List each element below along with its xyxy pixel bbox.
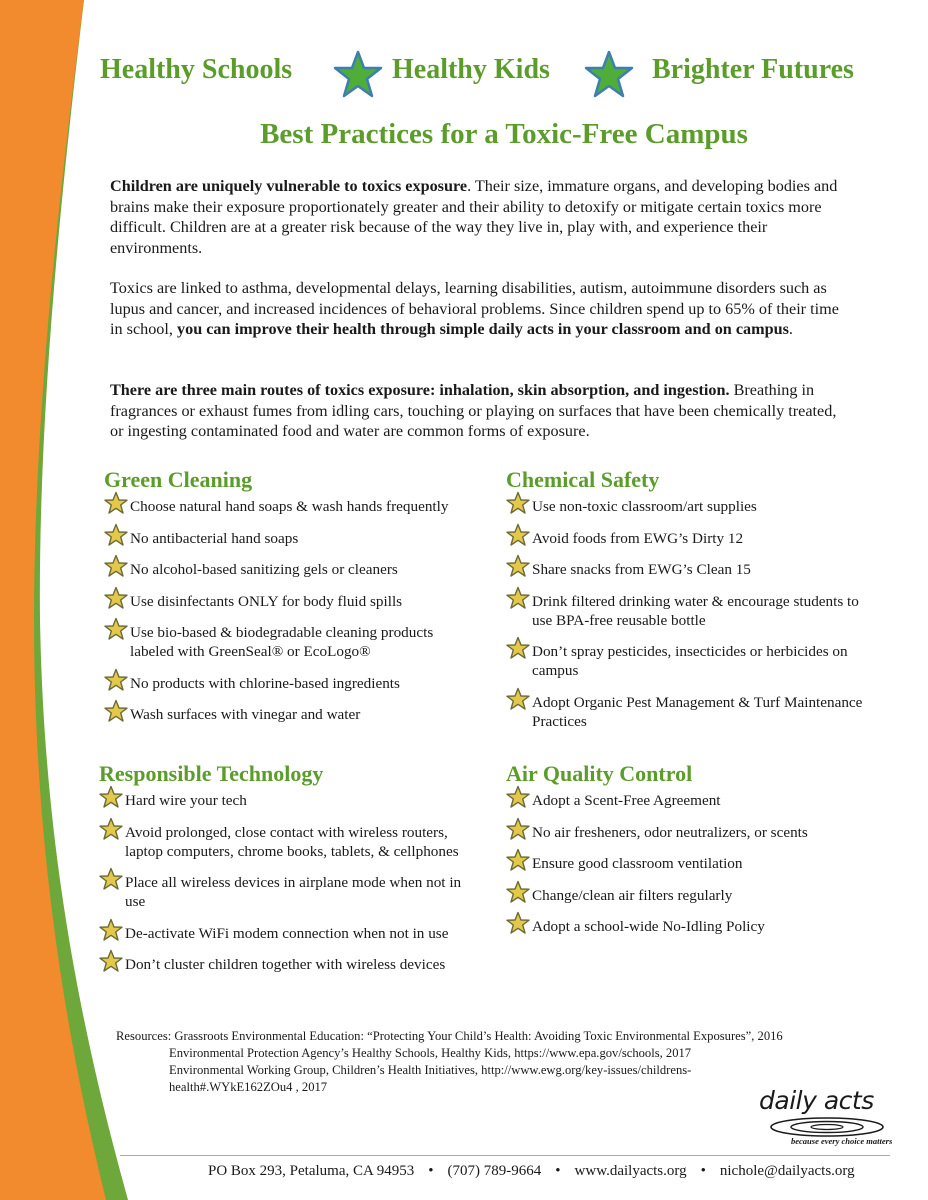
list-item bbox=[104, 674, 479, 693]
daily-acts-logo bbox=[757, 1086, 897, 1150]
list-item bbox=[506, 642, 876, 680]
list-item-text: Change/clean air filters regularly bbox=[532, 886, 733, 904]
banner-healthy-schools: Healthy Schools bbox=[100, 54, 293, 85]
gold-star-bullet-icon bbox=[506, 491, 530, 520]
gold-star-bullet-icon bbox=[99, 918, 123, 947]
intro-paragraph-3 bbox=[110, 380, 840, 442]
gold-star-bullet-icon bbox=[506, 687, 530, 716]
gold-star-bullet-icon bbox=[506, 554, 530, 583]
list-item-text: No air fresheners, odor neutralizers, or scents bbox=[532, 823, 808, 841]
list-item bbox=[104, 623, 479, 661]
list-item bbox=[506, 886, 876, 905]
logo-wordmark: daily acts bbox=[759, 1086, 874, 1115]
list-item bbox=[104, 705, 479, 724]
banner-brighter-futures: Brighter Futures bbox=[652, 54, 854, 85]
list-item-text: Use non-toxic classroom/art supplies bbox=[532, 498, 757, 515]
section-air-quality-control bbox=[506, 761, 876, 949]
section-heading: Air Quality Control bbox=[506, 761, 693, 786]
resource-line: health#.WYkE162ZOu4 , 2017 bbox=[169, 1080, 328, 1094]
bullet-list bbox=[506, 791, 876, 936]
list-item-text: Adopt a school-wide No-Idling Policy bbox=[532, 918, 765, 935]
gold-star-bullet-icon bbox=[506, 586, 530, 615]
list-item bbox=[99, 791, 484, 810]
section-heading: Green Cleaning bbox=[104, 467, 253, 492]
gold-star-bullet-icon bbox=[104, 699, 128, 728]
section-heading: Chemical Safety bbox=[506, 467, 660, 492]
section-green-cleaning bbox=[104, 467, 479, 737]
footer-address: PO Box 293, Petaluma, CA 94953 bbox=[208, 1163, 415, 1179]
list-item bbox=[104, 497, 479, 516]
gold-star-bullet-icon bbox=[104, 617, 128, 646]
intro-paragraph-2 bbox=[110, 278, 840, 340]
footer-separator: • bbox=[555, 1163, 561, 1179]
list-item-text: Place all wireless devices in airplane mode when not in use bbox=[125, 874, 462, 910]
list-item-text: Adopt a Scent-Free Agreement bbox=[532, 792, 721, 809]
intro-p3-bold: There are three main routes of toxics exposure: inhalation, skin absorption, and ingestion. bbox=[110, 381, 730, 399]
gold-star-bullet-icon bbox=[99, 949, 123, 978]
list-item bbox=[506, 917, 876, 936]
intro-p2-end: . bbox=[788, 320, 793, 338]
footer-separator: • bbox=[428, 1163, 434, 1179]
list-item-text: Adopt Organic Pest Management & Turf Maintenance Practices bbox=[532, 693, 863, 730]
list-item-text: No alcohol-based sanitizing gels or cleaners bbox=[130, 561, 398, 578]
list-item-text: Don’t cluster children together with wireless devices bbox=[125, 956, 446, 973]
list-item bbox=[506, 693, 876, 731]
bullet-list bbox=[506, 497, 876, 731]
footer-contact bbox=[208, 1163, 855, 1180]
footer-divider bbox=[120, 1155, 890, 1156]
intro-p2-text: Toxics are linked to asthma, developmental delays, learning disabilities, autism, autoimmune disorders such as lupus and cancer, and increased incidences of behavioral problems. Since children spend up to 65% of their time in school, bbox=[110, 279, 839, 338]
resource-line: Resources: Grassroots Environmental Education: “Protecting Your Child’s Health: Avoiding Toxic Environmental Exposures”, 2016 bbox=[116, 1029, 783, 1043]
list-item-text: Drink filtered drinking water & encourage students to use BPA-free reusable bottle bbox=[532, 592, 859, 629]
list-item bbox=[506, 529, 876, 548]
gold-star-bullet-icon bbox=[506, 636, 530, 665]
gold-star-bullet-icon bbox=[506, 523, 530, 552]
list-item-text: No antibacterial hand soaps bbox=[130, 529, 299, 547]
list-item bbox=[104, 529, 479, 548]
intro-p1-bold: Children are uniquely vulnerable to toxics exposure bbox=[110, 177, 468, 195]
list-item bbox=[506, 497, 876, 516]
footer-phone: (707) 789-9664 bbox=[447, 1163, 542, 1179]
resources-block bbox=[116, 1028, 856, 1096]
list-item bbox=[506, 791, 876, 810]
header-banner bbox=[100, 54, 880, 94]
bullet-list bbox=[99, 791, 484, 974]
list-item bbox=[506, 854, 876, 873]
list-item bbox=[99, 924, 484, 943]
green-star-icon bbox=[584, 50, 634, 98]
intro-paragraph-1 bbox=[110, 176, 840, 258]
list-item-text: Ensure good classroom ventilation bbox=[532, 855, 743, 872]
list-item-text: Wash surfaces with vinegar and water bbox=[130, 706, 361, 723]
list-item-text: De-activate WiFi modem connection when not in use bbox=[125, 924, 449, 942]
gold-star-bullet-icon bbox=[104, 554, 128, 583]
resource-line: Environmental Working Group, Children’s Health Initiatives, http://www.ewg.org/key-issues/childrens- bbox=[169, 1063, 692, 1077]
gold-star-bullet-icon bbox=[104, 523, 128, 552]
list-item-text: Use bio-based & biodegradable cleaning products labeled with GreenSeal® or EcoLogo® bbox=[130, 624, 434, 660]
list-item-text: Choose natural hand soaps & wash hands frequently bbox=[130, 498, 449, 515]
list-item-text: Use disinfectants ONLY for body fluid spills bbox=[130, 592, 403, 610]
ripple-icon bbox=[765, 1116, 895, 1138]
list-item bbox=[104, 592, 479, 611]
green-star-icon bbox=[333, 50, 383, 98]
resource-line: Environmental Protection Agency’s Healthy Schools, Healthy Kids, https://www.epa.gov/schools, 2017 bbox=[169, 1046, 692, 1060]
list-item bbox=[506, 592, 876, 630]
gold-star-bullet-icon bbox=[506, 785, 530, 814]
logo-tagline: because every choice matters bbox=[791, 1136, 893, 1146]
section-heading: Responsible Technology bbox=[99, 761, 324, 786]
list-item bbox=[506, 560, 876, 579]
gold-star-bullet-icon bbox=[506, 880, 530, 909]
gold-star-bullet-icon bbox=[104, 586, 128, 615]
gold-star-bullet-icon bbox=[99, 867, 123, 896]
footer-email-link[interactable]: nichole@dailyacts.org bbox=[719, 1163, 855, 1179]
gold-star-bullet-icon bbox=[99, 817, 123, 846]
gold-star-bullet-icon bbox=[506, 911, 530, 940]
banner-healthy-kids: Healthy Kids bbox=[392, 54, 550, 85]
gold-star-bullet-icon bbox=[104, 491, 128, 520]
gold-star-bullet-icon bbox=[104, 668, 128, 697]
footer-website-link[interactable]: www.dailyacts.org bbox=[574, 1163, 687, 1179]
gold-star-bullet-icon bbox=[506, 848, 530, 877]
page-title: Best Practices for a Toxic-Free Campus bbox=[260, 118, 748, 150]
list-item-text: Avoid prolonged, close contact with wireless routers, laptop computers, chrome books, tablets, & cellphones bbox=[125, 823, 459, 860]
gold-star-bullet-icon bbox=[99, 785, 123, 814]
footer-separator: • bbox=[700, 1163, 706, 1179]
list-item bbox=[104, 560, 479, 579]
list-item bbox=[506, 823, 876, 842]
intro-p2-bold: you can improve their health through simple daily acts in your classroom and on campus bbox=[177, 320, 789, 338]
gold-star-bullet-icon bbox=[506, 817, 530, 846]
list-item-text: Hard wire your tech bbox=[125, 792, 247, 809]
list-item-text: No products with chlorine-based ingredients bbox=[130, 674, 400, 692]
section-responsible-technology bbox=[99, 761, 484, 987]
intro-p1-text: . Their size, immature organs, and developing bodies and brains make their exposure proportionately greater and their ability to detoxify or mitigate certain toxics more difficult. Children are at a greater risk because of the way they live in, play with, and experience their environments. bbox=[110, 177, 838, 257]
intro-p3-text: Breathing in fragrances or exhaust fumes from idling cars, touching or playing on surfaces that have been chemically treated, or ingesting contaminated food and water are common forms of exposure. bbox=[110, 381, 837, 440]
list-item-text: Share snacks from EWG’s Clean 15 bbox=[532, 561, 751, 578]
list-item-text: Don’t spray pesticides, insecticides or herbicides on campus bbox=[532, 643, 848, 679]
bullet-list bbox=[104, 497, 479, 724]
list-item-text: Avoid foods from EWG’s Dirty 12 bbox=[532, 529, 744, 547]
list-item bbox=[99, 873, 484, 911]
list-item bbox=[99, 955, 484, 974]
list-item bbox=[99, 823, 484, 861]
section-chemical-safety bbox=[506, 467, 876, 743]
